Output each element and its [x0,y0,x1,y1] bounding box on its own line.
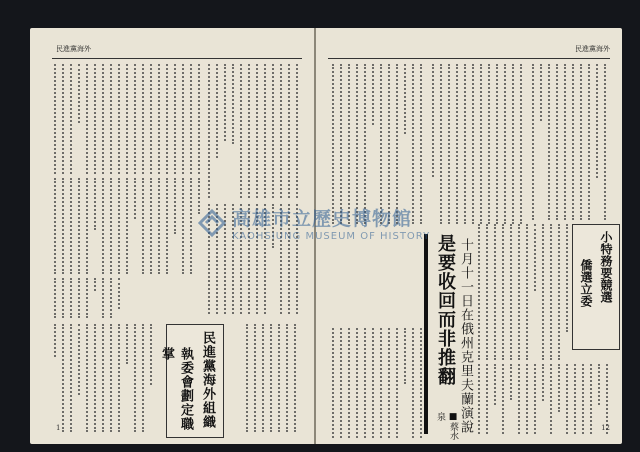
text-line [542,364,546,401]
text-line [566,224,570,332]
text-line [596,64,600,178]
text-line [288,64,292,198]
text-line [86,278,90,318]
text-block [430,64,526,224]
text-line [534,364,538,434]
text-line [142,64,146,174]
text-line [86,64,90,174]
text-line [118,278,122,309]
text-line [420,328,422,438]
text-line [134,64,138,174]
text-line [512,64,516,224]
article-headline: 是要收回而非推翻 [435,234,456,386]
header-rule [52,58,302,59]
text-line [256,64,260,198]
text-line [478,224,482,360]
text-line [118,324,122,432]
text-line [70,178,74,274]
text-line [550,364,554,434]
text-line [590,364,594,434]
text-line [190,64,194,174]
headline-bar [424,234,428,434]
text-line [134,178,138,219]
right-page-number: 12 [601,424,610,432]
text-line [432,64,436,177]
text-line [126,324,130,364]
text-line [54,324,58,357]
text-line [286,324,290,432]
text-line [332,328,336,438]
text-line [142,324,146,432]
text-line [174,64,178,174]
text-line [340,64,344,224]
text-line [534,224,538,291]
text-line [518,224,522,360]
text-line [102,278,106,318]
text-line [526,364,530,434]
text-line [102,64,106,174]
text-line [86,178,90,274]
text-line [150,64,154,174]
text-line [580,64,584,220]
text-line [412,328,416,438]
text-line [182,178,186,274]
text-line [166,64,170,174]
text-line [420,64,424,224]
text-line [102,178,106,274]
text-line [540,64,544,121]
text-line [94,64,98,174]
museum-logo-icon [198,209,226,237]
text-line [364,64,368,224]
text-line [564,64,568,220]
text-line [62,64,66,174]
text-line [496,64,500,224]
museum-watermark [198,204,430,242]
text-line [558,364,562,412]
text-block [476,364,608,434]
text-line [264,64,268,198]
text-line [550,224,554,360]
text-line [110,324,114,432]
text-line [190,178,194,274]
text-line [502,224,506,360]
text-line [62,278,66,318]
text-line [110,278,114,318]
text-line [494,364,498,405]
text-block [476,224,572,360]
text-line [396,328,400,438]
watermark-name-zh: 高雄市立歷史博物館 [232,208,413,230]
text-line [54,178,58,274]
text-line [62,324,66,432]
text-line [448,64,452,224]
text-line [494,224,498,360]
text-line [510,224,514,360]
text-line [248,64,252,198]
text-line [388,328,392,438]
text-line [118,178,122,274]
text-block [52,64,202,174]
text-line [174,178,178,234]
text-line [70,324,74,432]
text-line [372,64,376,125]
text-line [356,328,360,438]
text-line [296,64,300,198]
text-block [530,64,612,220]
text-line [198,64,202,174]
text-line [94,178,98,230]
text-line [588,64,592,220]
text-line [332,64,336,224]
article-title-box [159,324,224,438]
article-title-line1: 小特務要競選 [599,231,613,303]
text-line [456,64,460,224]
text-line [488,64,492,224]
text-line [556,64,560,220]
text-line [94,324,98,432]
text-line [510,364,514,400]
text-line [70,278,74,318]
text-line [604,64,608,220]
text-line [182,64,186,174]
text-line [388,64,392,224]
text-line [356,64,360,224]
text-line [254,324,258,432]
text-line [504,64,508,224]
text-line [150,324,154,385]
article-title-box [572,224,620,350]
text-line [78,278,82,318]
text-block [244,324,302,432]
text-block [206,64,302,198]
text-line [486,364,490,434]
text-block [52,324,156,432]
text-line [70,64,74,174]
text-block [52,278,122,318]
text-line [558,224,562,360]
text-line [542,224,546,360]
text-line [62,178,66,274]
text-line [86,324,90,432]
text-line [396,64,400,224]
article-author: ■蔡水泉 [435,412,458,440]
text-line [216,64,220,158]
text-line [532,64,536,220]
text-line [340,328,344,438]
left-page-number: 1 [56,424,61,432]
text-line [246,324,250,432]
text-line [472,64,476,224]
text-line [486,224,490,360]
watermark-name-en: KAOHSIUNG MUSEUM OF HISTORY [232,231,431,242]
text-line [518,364,522,434]
text-line [240,64,244,198]
text-line [78,178,82,274]
text-line [208,64,212,198]
text-line [582,364,586,434]
text-line [464,64,468,224]
text-line [380,64,384,224]
text-block [330,328,422,438]
text-line [232,64,236,144]
right-page-header: 民進黨海外 [575,45,610,53]
text-line [278,324,282,432]
text-line [372,328,376,438]
text-line [54,278,58,318]
text-line [520,64,524,224]
header-rule [328,58,610,59]
text-line [294,324,298,432]
text-line [364,328,368,438]
text-line [94,278,98,291]
text-line [348,64,352,224]
text-line [526,224,530,360]
text-line [118,64,122,174]
article-subheadline: 十月十一日在俄州克里夫蘭演說 [458,238,473,434]
text-line [126,64,130,174]
text-line [78,64,82,123]
text-line [598,364,602,405]
text-line [280,64,284,198]
text-line [166,178,170,274]
left-page-header: 民進黨海外 [56,45,91,53]
text-line [380,328,384,438]
text-line [572,64,576,220]
text-line [404,328,408,384]
text-line [262,324,266,432]
text-line [548,64,552,220]
text-line [478,364,482,434]
text-line [404,64,408,134]
text-line [412,64,416,224]
article-title-line2: 執委會劃定職掌 [159,347,193,431]
text-line [142,178,146,274]
text-line [78,324,82,395]
text-line [110,64,114,174]
text-line [158,178,162,274]
text-line [440,64,444,224]
text-line [224,64,228,141]
text-line [270,324,274,432]
text-block [330,64,426,224]
text-line [272,64,276,198]
text-line [102,324,106,432]
text-line [158,64,162,174]
text-line [126,178,130,274]
text-line [502,364,506,434]
text-block [52,178,202,274]
text-line [480,64,484,224]
text-line [150,178,154,274]
article-title-line1: 民進黨海外組織 [200,331,215,429]
text-line [348,328,352,438]
text-line [54,64,58,174]
text-line [574,364,578,434]
article-title-line2: 僑選立委 [579,259,593,307]
text-line [110,178,114,274]
text-line [566,364,570,434]
text-line [134,324,138,432]
